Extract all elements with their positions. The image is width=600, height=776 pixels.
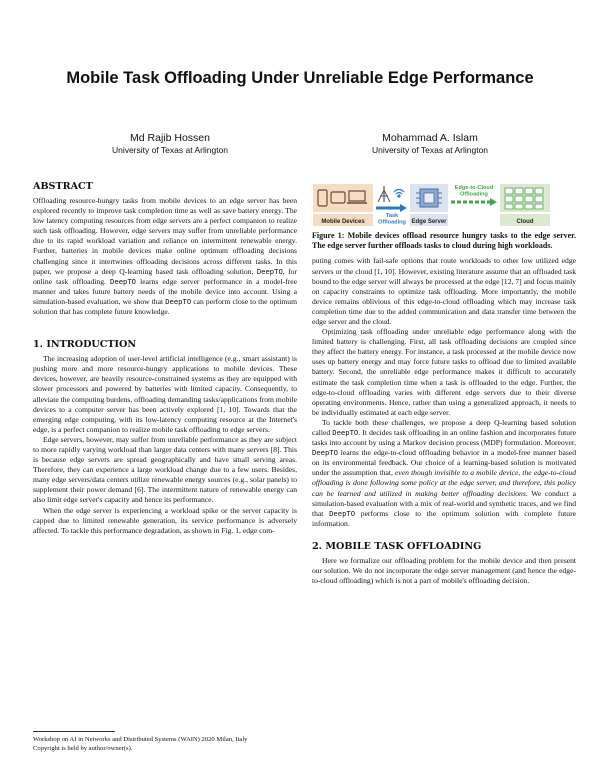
figure-1 [312, 180, 574, 228]
p3-emphasis: even though invisible to a mobile device, the edge-to-cloud offloading is done following some policy at the edge server, and therefore, this policy can be learned and utilized in making better offloading decisions [312, 468, 576, 498]
wifi-icon [394, 190, 404, 198]
system-name: DeepTO [256, 266, 283, 276]
system-name: DeepTO [110, 276, 137, 286]
figure-diagram [312, 180, 574, 228]
mobile-devices-box [313, 184, 373, 212]
abstract-heading: ABSTRACT [33, 181, 93, 192]
intro-paragraph-2: Edge servers, however, may suffer from unreliable performance as they are subject to more rapidly varying workload than larger data centers with many servers [8]. This is because edge servers are spread geographically and have small serving areas. Therefore, they can experience a large workload change due to a few users. Besides, many edge servers/data centers utilize renewable energy sources (e.g., solar panels) to supplement their power demand [6]. The intermittent nature of renewable energy can also limit edge server's capacity and hence its performance. [33, 434, 297, 505]
left-column [33, 181, 297, 536]
abstract-text: Offloading resource-hungry tasks from mobile devices to an edge server has been explored recently to improve task completion time as well as save battery energy. The low latency computing resources from edge servers are a perfect companion to realize such task offloading. However, edge servers may suffer from unreliable performance due to its rapid workload variation and reliance on intermittent renewable energy. Further, batteries in mobile devices make online optimum offloading decisions challenging since it intertwines offloading decisions across different tasks. In this paper, we propose a deep Q-learning based task offloading solution, DeepTO, for online task offloading. DeepTO learns edge server performance in a model-free manner and takes future battery needs of the mobile device into account. Using a simulation-based evaluation, we show that DeepTO can perform close to the optimum solution that has complete future knowledge. [33, 196, 297, 317]
p3-text-a: To tackle both these challenges, we propose a deep Q-learning based solution called DeepTO. It decides task offloading in an online fashion and incorporates future tasks into account by using a Markov decision process (MDP) formulation. Moreover, DeepTO learns the edge-to-cloud offloading behavior in a model-free manner based on its environmental feedback. Our choice of a learning-based solution is motivated under the assumption that, [312, 417, 576, 478]
figure-caption: Figure 1: Mobile devices offload resource hungry tasks to the edge server. The edge server further offloads tasks to cloud during high workloads. [312, 231, 576, 251]
footnote-rule [33, 731, 115, 732]
footnote-venue: Workshop on AI in Networks and Distributed Systems (WAIN) 2020 Milan, Italy [33, 736, 248, 743]
chip-icon [416, 189, 442, 207]
intro-heading: 1. INTRODUCTION [33, 339, 137, 351]
intro-paragraph-1: The increasing adoption of user-level artificial intelligence (e.g., smart assistant) is pushing more and more resource-hungry applications to mobile devices. These devices, however, are heavily resource-constrained systems as they are equipped with slower processors and powered by batteries with limited capacity. Consequently, to alleviate the computing burdens, offloading demanding tasks/applications from mobile devices to a computer server has been actively explored [1, 10]. Towards that the emerging edge computing, with its low-latency computing resource at the Internet's edge, is a perfect companion to realize mobile task offloading to edge servers. [33, 354, 297, 434]
footnote [33, 736, 297, 753]
system-name: DeepTO [332, 428, 359, 437]
p3-text-b: . We conduct a simulation-based evaluation with a mix of real-world and synthetic traces, and we find that DeepTO performs close to the optimum solution with complete future information. [312, 488, 577, 528]
author-affiliation: University of Texas at Arlington [111, 145, 229, 155]
author-name: Md Rajib Hossen [130, 132, 210, 144]
system-name: DeepTO [312, 448, 338, 458]
right-column [312, 231, 576, 586]
section-2-heading: 2. MOBILE TASK OFFLOADING [312, 540, 482, 552]
label-edge-to-cloud: Edge-to-Cloud Offloading [454, 185, 494, 198]
label-mobile-devices: Mobile Devices [321, 219, 365, 225]
label-cloud: Cloud [516, 219, 534, 225]
author-1 [40, 132, 300, 156]
system-name: DeepTO [165, 296, 192, 306]
antenna-icon [378, 186, 390, 202]
author-2 [300, 132, 560, 156]
intro-paragraph-3: When the edge server is experiencing a workload spike or the server capacity is capped due to limited renewable generation, its service performance is adversely affected. To tackle this performance degradation, as shown in Fig. 1, edge com- [33, 505, 297, 535]
right-paragraph-3 [312, 418, 576, 529]
label-task-offloading: Task Offloading [378, 213, 406, 226]
footnote-copyright: Copyright is held by author/owner(s). [33, 744, 133, 752]
system-name: DeepTO [329, 508, 356, 518]
right-paragraph-1: puting comes with fail-safe options that route workloads to other low utilized edge servers or the cloud [1, 10]. However, existing literature assume that an offloaded task bound to the edge server will always be processed at the edge [12, 7] and focus mainly on capacity constraints to optimize task offloading. More importantly, the mobile device remains oblivious of this edge-to-cloud offloading which may increase task completion time due to the added communication and data transfer time between the edge server and the cloud. [312, 256, 576, 326]
paper-title: Mobile Task Offloading Under Unreliable Edge Performance [66, 69, 534, 87]
author-name: Mohammad A. Islam [382, 132, 478, 144]
author-affiliation: University of Texas at Arlington [371, 145, 489, 155]
label-edge-server: Edge Server [411, 219, 447, 225]
right-paragraph-2: Optimizing task offloading under unreliable edge performance along with the limited battery is challenging. First, all task offloading decisions are coupled since they affect the battery energy. For instance, a task processed at the mobile device now uses up battery energy and may force future tasks to offload due to limited available battery. Second, the unreliable edge performance makes it difficult to accurately estimate the task completion time when a task is offloaded to the edge. Further, the edge-to-cloud offloading varies with different edge servers due to their diverse operating environments. Hence, rather than using a generalized approach, it needs to be individually estimated at each edge server. [312, 327, 576, 417]
section-2-paragraph: Here we formalize our offloading problem for the mobile device and then present our solution. We do not incorporate the edge server management (and hence the edge-to-cloud offloading) which is not a part of mobile's offloading decision. [312, 555, 576, 586]
